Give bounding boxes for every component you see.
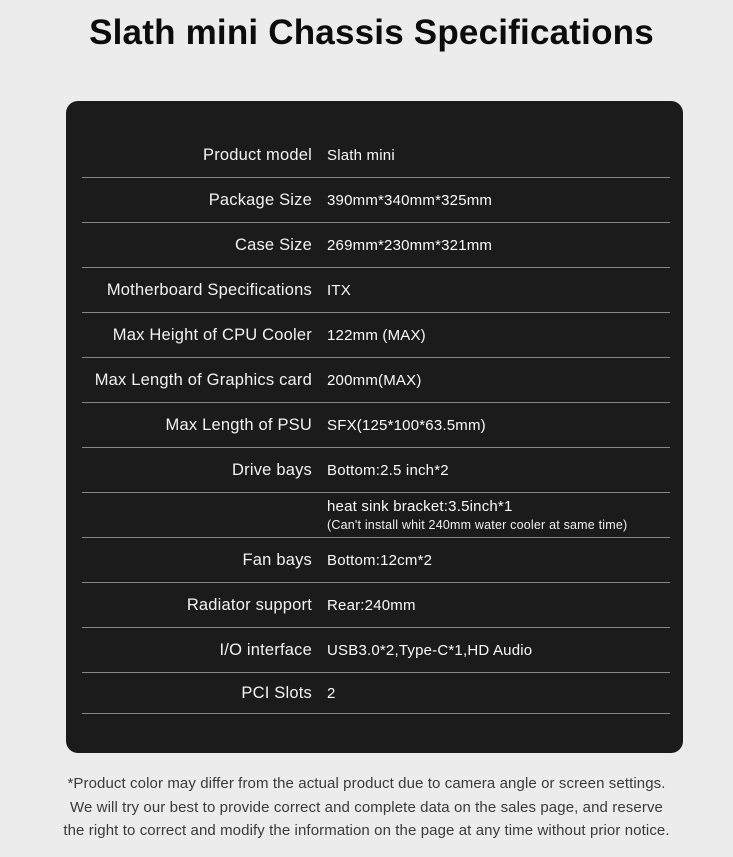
spec-row-heat-sink-bracket — [82, 493, 670, 538]
spec-value: Rear:240mm — [327, 596, 416, 614]
spec-value: 390mm*340mm*325mm — [327, 191, 493, 209]
spec-label: Max Length of PSU — [165, 415, 312, 434]
spec-label: Motherboard Specifications — [106, 280, 312, 299]
page-title: Slath mini Chassis Specifications — [89, 13, 654, 52]
spec-value: Slath mini — [327, 146, 395, 164]
spec-value-main: heat sink bracket:3.5inch*1 — [327, 498, 513, 515]
spec-label: Max Height of CPU Cooler — [112, 325, 312, 344]
spec-label: Max Length of Graphics card — [94, 370, 312, 389]
spec-value: Bottom:12cm*2 — [327, 551, 433, 569]
spec-value: 269mm*230mm*321mm — [327, 236, 493, 254]
spec-row-graphics-card — [82, 358, 670, 403]
spec-row-case-size — [82, 223, 670, 268]
spec-row-drive-bays — [82, 448, 670, 493]
spec-value — [327, 498, 627, 532]
spec-label: Package Size — [208, 190, 312, 209]
spec-row-psu — [82, 403, 670, 448]
spec-value: 200mm(MAX) — [327, 371, 422, 389]
spec-value-note: (Can't install whit 240mm water cooler at same time) — [327, 518, 628, 532]
spec-label: Product model — [203, 145, 312, 164]
spec-row-cpu-cooler — [82, 313, 670, 358]
disclaimer-line-1: *Product color may differ from the actual product due to camera angle or screen settings. — [67, 775, 666, 792]
disclaimer-line-3: the right to correct and modify the information on the page at any time without prior notice. — [63, 822, 670, 839]
disclaimer — [0, 772, 733, 843]
spec-label: Case Size — [234, 235, 312, 254]
spec-value: 122mm (MAX) — [327, 326, 426, 344]
spec-label: Radiator support — [186, 595, 312, 614]
spec-value: USB3.0*2,Type-C*1,HD Audio — [327, 641, 533, 659]
spec-label: Drive bays — [232, 460, 312, 479]
spec-row-package-size — [82, 178, 670, 223]
disclaimer-line-2: We will try our best to provide correct and complete data on the sales page, and reserve — [69, 798, 663, 816]
spec-row-pci-slots — [82, 673, 670, 714]
spec-value: SFX(125*100*63.5mm) — [327, 416, 486, 434]
spec-panel — [66, 101, 683, 753]
spec-value: 2 — [327, 684, 336, 702]
spec-label: Fan bays — [242, 550, 312, 569]
spec-label: PCI Slots — [241, 683, 312, 702]
spec-row-product-model — [82, 133, 670, 178]
spec-value: Bottom:2.5 inch*2 — [327, 461, 449, 479]
spec-value: ITX — [327, 281, 351, 299]
spec-row-motherboard — [82, 268, 670, 313]
spec-row-io-interface — [82, 628, 670, 673]
spec-row-radiator — [82, 583, 670, 628]
spec-label: I/O interface — [219, 640, 312, 659]
spec-row-fan-bays — [82, 538, 670, 583]
